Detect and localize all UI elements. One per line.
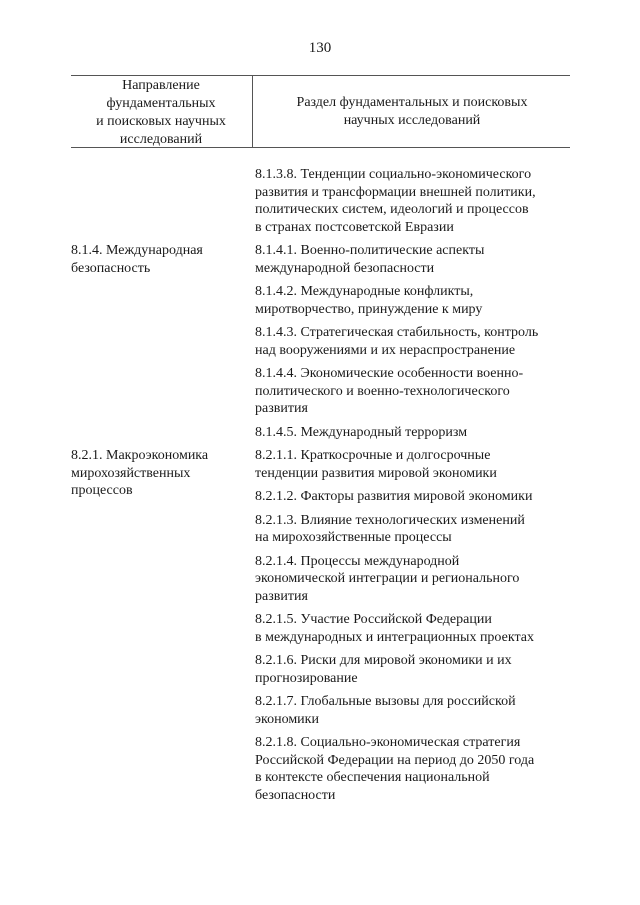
section-item: 8.1.4.2. Международные конфликты, миротворчество, принуждение к миру (255, 284, 483, 317)
header-section: Раздел фундаментальных и поисковых научных исследований (296, 95, 528, 128)
section-item: 8.2.1.4. Процессы международной экономической интеграции и регионального развития (255, 553, 520, 604)
section-item: 8.2.1.1. Краткосрочные и долгосрочные тенденции развития мировой экономики (255, 448, 497, 481)
direction-cell (71, 166, 255, 242)
section-item: 8.2.1.3. Влияние технологических изменений на мирохозяйственные процессы (255, 512, 525, 545)
section-item: 8.1.4.1. Военно-политические аспекты международной безопасности (255, 243, 485, 276)
table-group (71, 242, 570, 447)
header-column-divider (252, 75, 253, 147)
direction-cell: 8.1.4. Международная безопасность (71, 243, 203, 276)
table-top-rule (71, 75, 570, 76)
section-item: 8.2.1.8. Социально-экономическая стратегия Российской Федерации на период до 2050 года в контексте обеспечения национальной безопасности (255, 735, 535, 803)
section-item: 8.2.1.2. Факторы развития мировой экономики (255, 489, 533, 504)
direction-cell: 8.2.1. Макроэкономика мирохозяйственных процессов (71, 448, 209, 498)
table-group (71, 447, 570, 810)
section-item: 8.2.1.7. Глобальные вызовы для российской экономики (255, 694, 516, 727)
header-direction: Направление фундаментальных и поисковых научных исследований (96, 78, 226, 147)
sections-cell (255, 166, 568, 242)
sections-cell (255, 242, 568, 447)
page-number: 130 (308, 40, 332, 56)
header-bottom-rule (71, 147, 570, 148)
research-table-body (71, 166, 570, 810)
section-item: 8.1.4.5. Международный терроризм (255, 424, 468, 440)
section-item: 8.1.4.3. Стратегическая стабильность, контроль над вооружениями и их нераспространение (255, 325, 539, 358)
sections-cell (255, 447, 568, 810)
section-item: 8.1.4.4. Экономические особенности военно- политического и военно-технологического развития (255, 366, 524, 416)
table-group (71, 166, 570, 242)
section-item: 8.2.1.5. Участие Российской Федерации в международных и интеграционных проектах (255, 612, 534, 645)
section-item: 8.2.1.6. Риски для мировой экономики и их прогнозирование (255, 653, 512, 686)
section-item: 8.1.3.8. Тенденции социально-экономического развития и трансформации внешней политики, политических систем, идеологий и процессов в странах постсоветской Евразии (255, 167, 536, 235)
